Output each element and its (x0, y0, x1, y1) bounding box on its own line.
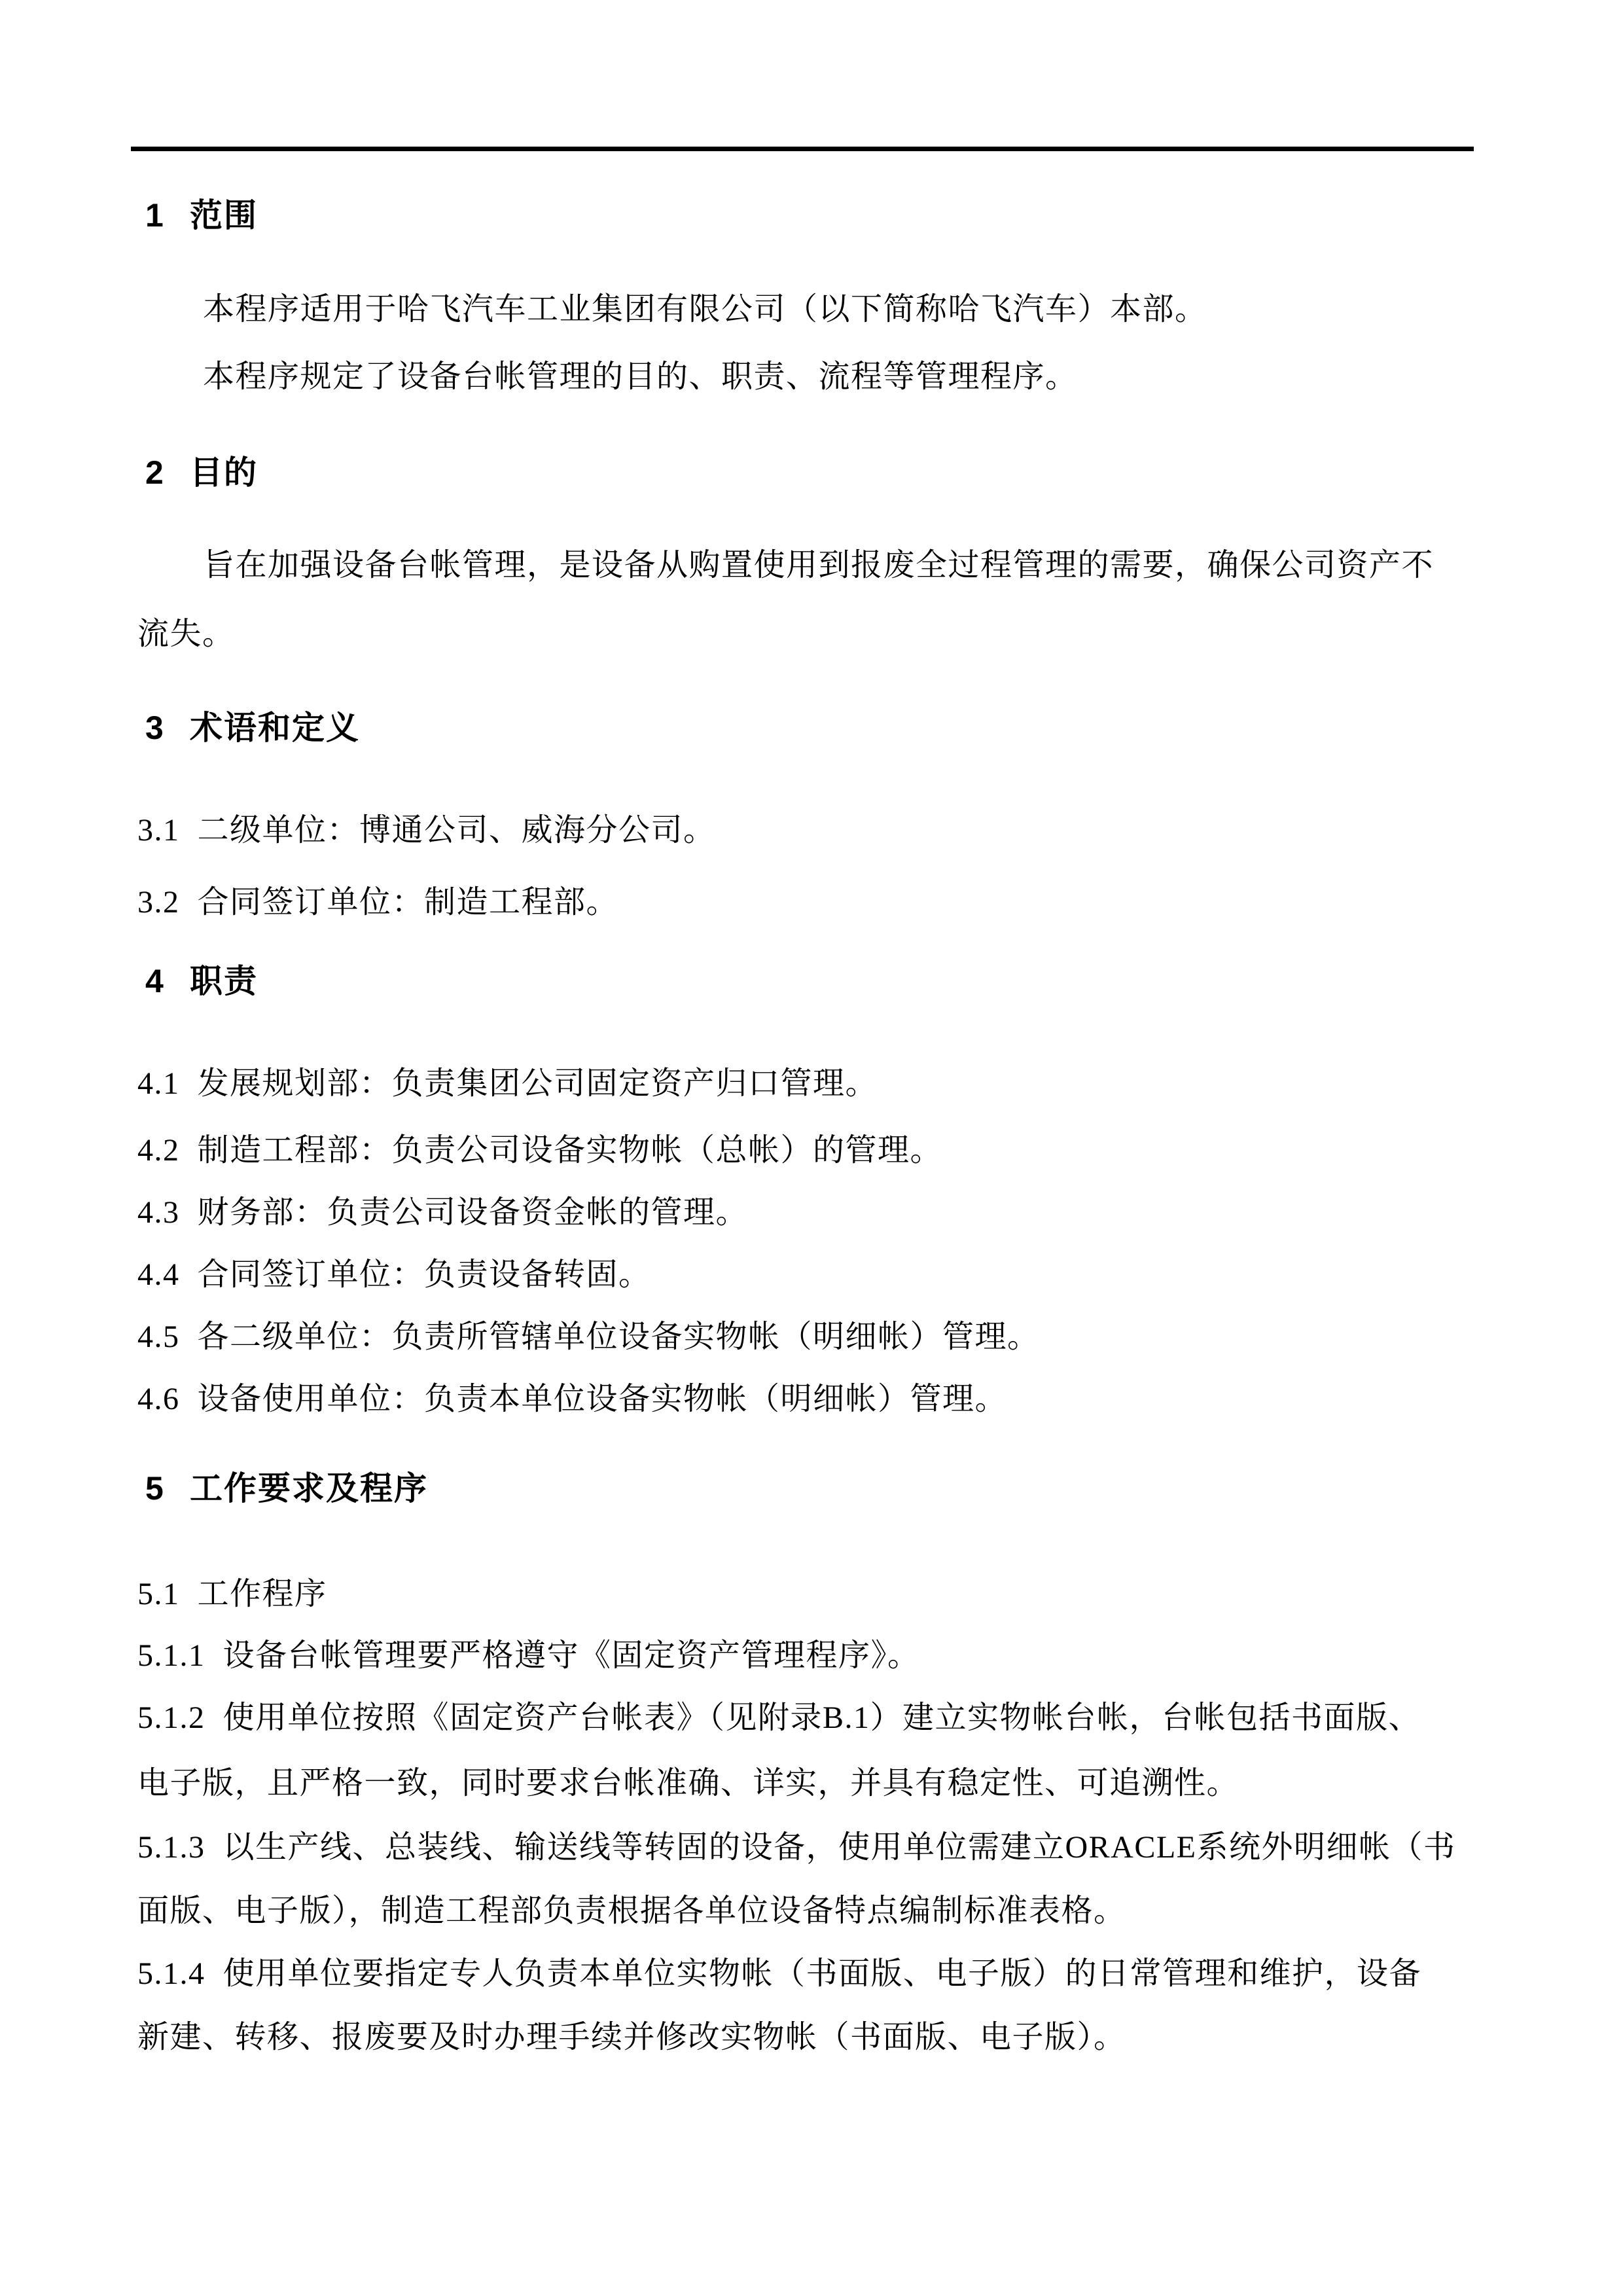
section-heading-terms (145, 710, 360, 746)
section-number: 2 (145, 454, 165, 491)
section-heading-purpose (145, 455, 258, 491)
clause-5-1-2-line-2: 电子版，且严格一致，同时要求台帐准确、详实，并具有稳定性、可追溯性。 (137, 1766, 1240, 1801)
clause-4-2: 4.2 制造工程部：负责公司设备实物帐（总帐）的管理。 (137, 1133, 943, 1168)
para-scope-line-2: 本程序规定了设备台帐管理的目的、职责、流程等管理程序。 (203, 359, 1078, 394)
section-heading-procedures (145, 1471, 428, 1507)
section-number: 5 (145, 1470, 165, 1507)
section-title: 范围 (190, 197, 258, 234)
para-scope-line-1: 本程序适用于哈飞汽车工业集团有限公司（以下简称哈飞汽车）本部。 (203, 292, 1207, 327)
clause-3-1: 3.1 二级单位：博通公司、威海分公司。 (137, 813, 716, 848)
section-heading-responsibilities (145, 963, 258, 999)
clause-4-6: 4.6 设备使用单位：负责本单位设备实物帐（明细帐）管理。 (137, 1382, 1008, 1416)
clause-4-3: 4.3 财务部：负责公司设备资金帐的管理。 (137, 1195, 749, 1230)
clause-3-2: 3.2 合同签订单位：制造工程部。 (137, 885, 619, 920)
section-title: 目的 (190, 454, 258, 491)
section-title: 术语和定义 (190, 709, 360, 746)
clause-4-1: 4.1 发展规划部：负责集团公司固定资产归口管理。 (137, 1066, 878, 1101)
section-number: 3 (145, 709, 165, 746)
section-number: 4 (145, 963, 165, 999)
clause-5-1: 5.1 工作程序 (137, 1577, 327, 1611)
clause-5-1-1: 5.1.1 设备台帐管理要严格遵守《固定资产管理程序》。 (137, 1638, 920, 1673)
clause-4-5: 4.5 各二级单位：负责所管辖单位设备实物帐（明细帐）管理。 (137, 1319, 1040, 1354)
para-purpose-line-1: 旨在加强设备台帐管理，是设备从购置使用到报废全过程管理的需要，确保公司资产不 (203, 548, 1435, 583)
section-title: 职责 (190, 963, 258, 999)
clause-5-1-4-line-1: 5.1.4 使用单位要指定专人负责本单位实物帐（书面版、电子版）的日常管理和维护，设备 (137, 1956, 1422, 1991)
section-heading-scope (145, 198, 258, 234)
clause-4-4: 4.4 合同签订单位：负责设备转固。 (137, 1257, 651, 1292)
para-purpose-line-2: 流失。 (137, 617, 235, 651)
clause-5-1-4-line-2: 新建、转移、报废要及时办理手续并修改实物帐（书面版、电子版）。 (137, 2020, 1126, 2054)
section-number: 1 (145, 197, 165, 234)
section-title: 工作要求及程序 (190, 1470, 428, 1507)
clause-5-1-3-line-2: 面版、电子版），制造工程部负责根据各单位设备特点编制标准表格。 (137, 1893, 1126, 1928)
clause-5-1-3-line-1: 5.1.3 以生产线、总装线、输送线等转固的设备，使用单位需建立ORACLE系统外明细帐（书 (137, 1830, 1456, 1865)
clause-5-1-2-line-1: 5.1.2 使用单位按照《固定资产台帐表》（见附录B.1）建立实物帐台帐，台帐包括书面版、 (137, 1700, 1421, 1735)
header-rule (131, 147, 1474, 151)
